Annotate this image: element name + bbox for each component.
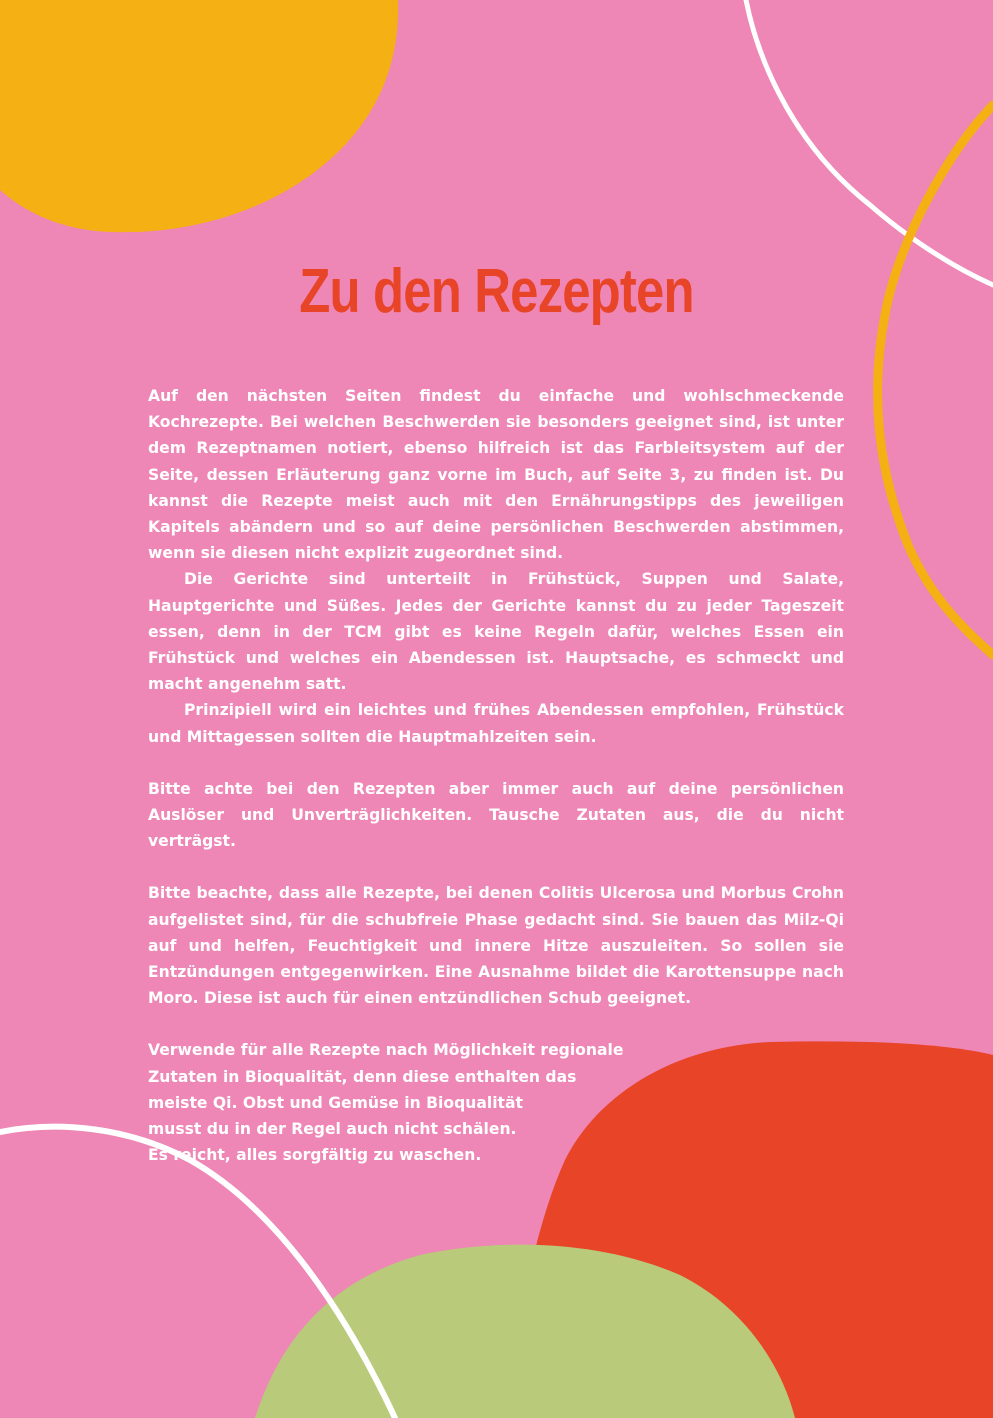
paragraph-colitis-crohn: Bitte beachte, dass alle Rezepte, bei denen Colitis Ulcerosa und Morbus Crohn aufgelistet sind, für die schubfreie Phase gedacht sind. Sie bauen das Milz-Qi auf und helfen, Feuchtigkeit und innere Hitze auszuleiten. So sollen sie Entzündungen entgegenwirken. Eine Ausnahme bildet die Karottensuppe nach Moro. Diese ist auch für einen entzündlichen Schub geeignet.	[148, 884, 844, 1008]
body-text	[148, 383, 844, 1168]
yellow-blob-shape	[0, 0, 398, 232]
closing-line: Es reicht, alles sorgfältig zu waschen.	[148, 1146, 482, 1165]
paragraph-evening-meal: Prinzipiell wird ein leichtes und frühes Abendessen empfohlen, Frühstück und Mittagessen sollten die Hauptmahlzeiten sein.	[148, 701, 844, 746]
white-curve-line-top	[746, 0, 993, 285]
paragraph-intolerances: Bitte achte bei den Rezepten aber immer auch auf deine persönlichen Auslöser und Unverträglichkeiten. Tausche Zutaten aus, die du nicht verträgst.	[148, 779, 844, 851]
closing-line: musst du in der Regel auch nicht schälen.	[148, 1120, 517, 1139]
paragraph-organic-ingredients	[148, 1037, 844, 1168]
paragraph-meal-categories: Die Gerichte sind unterteilt in Frühstück, Suppen und Salate, Hauptgerichte und Süßes. Jedes der Gerichte kannst du zu jeder Tageszeit essen, denn in der TCM gibt es keine Regeln dafür, welches Essen ein Frühstück und welches ein Abendessen ist. Hauptsache, es schmeckt und macht angenehm satt.	[148, 570, 844, 694]
page-title: Zu den Rezepten	[299, 257, 694, 326]
closing-line: Verwende für alle Rezepte nach Möglichkeit regionale	[148, 1041, 624, 1060]
yellow-curve-line-right	[878, 105, 993, 655]
closing-line: meiste Qi. Obst und Gemüse in Bioqualität	[148, 1093, 523, 1112]
paragraph-intro: Auf den nächsten Seiten findest du einfache und wohlschmeckende Kochrezepte. Bei welchen Beschwerden sie besonders geeignet sind, ist unter dem Rezeptnamen notiert, ebenso hilfreich ist das Farbleitsystem auf der Seite, dessen Erläuterung ganz vorne im Buch, auf Seite 3, zu finden ist. Du kannst die Rezepte meist auch mit den Ernährungstipps des jeweiligen Kapitels abändern und so auf deine persönlichen Beschwerden abstimmen, wenn sie diesen nicht explizit zugeordnet sind.	[148, 387, 844, 563]
closing-line: Zutaten in Bioqualität, denn diese enthalten das	[148, 1067, 577, 1086]
